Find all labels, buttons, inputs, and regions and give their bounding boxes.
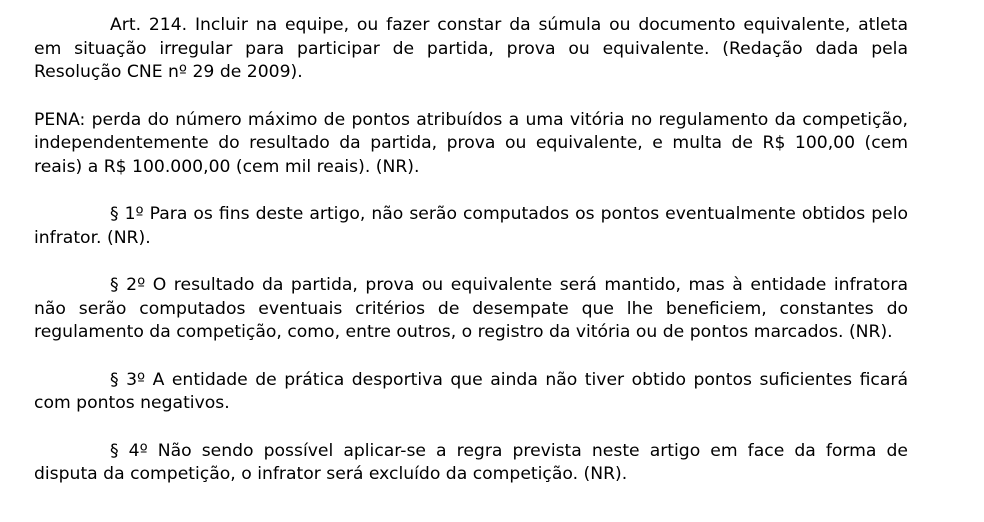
paragraph-4-text: § 4º Não sendo possível aplicar-se a regra prevista neste artigo em face da forma de disputa da competição, o infrator será excluído da competição. (NR). <box>34 440 908 484</box>
paragraph-2-text: § 2º O resultado da partida, prova ou equivalente será mantido, mas à entidade infratora não serão computados eventuais critérios de desempate que lhe beneficiem, constantes do regulamento da competição, como, entre outros, o registro da vitória ou de pontos marcados. (NR). <box>34 275 908 342</box>
article-214-text: Art. 214. Incluir na equipe, ou fazer constar da súmula ou documento equivalente, atleta em situação irregular para participar de partida, prova ou equivalente. (Redação dada pela Resolução CNE nº 29 de 2009). <box>34 15 908 82</box>
penalty-text: PENA: perda do número máximo de pontos atribuídos a uma vitória no regulamento da competição, independentemente do resultado da partida, prova ou equivalente, e multa de R$ 100,00 (cem reais) a R$ 100.000,00 (cem mil reais). (NR). <box>34 109 908 177</box>
document-page <box>34 14 908 511</box>
paragraph-1-text: § 1º Para os fins deste artigo, não serão computados os pontos eventualmente obtidos pelo infrator. (NR). <box>34 204 908 248</box>
paragraph-3-text: § 3º A entidade de prática desportiva que ainda não tiver obtido pontos suficientes ficará com pontos negativos. <box>34 369 908 413</box>
